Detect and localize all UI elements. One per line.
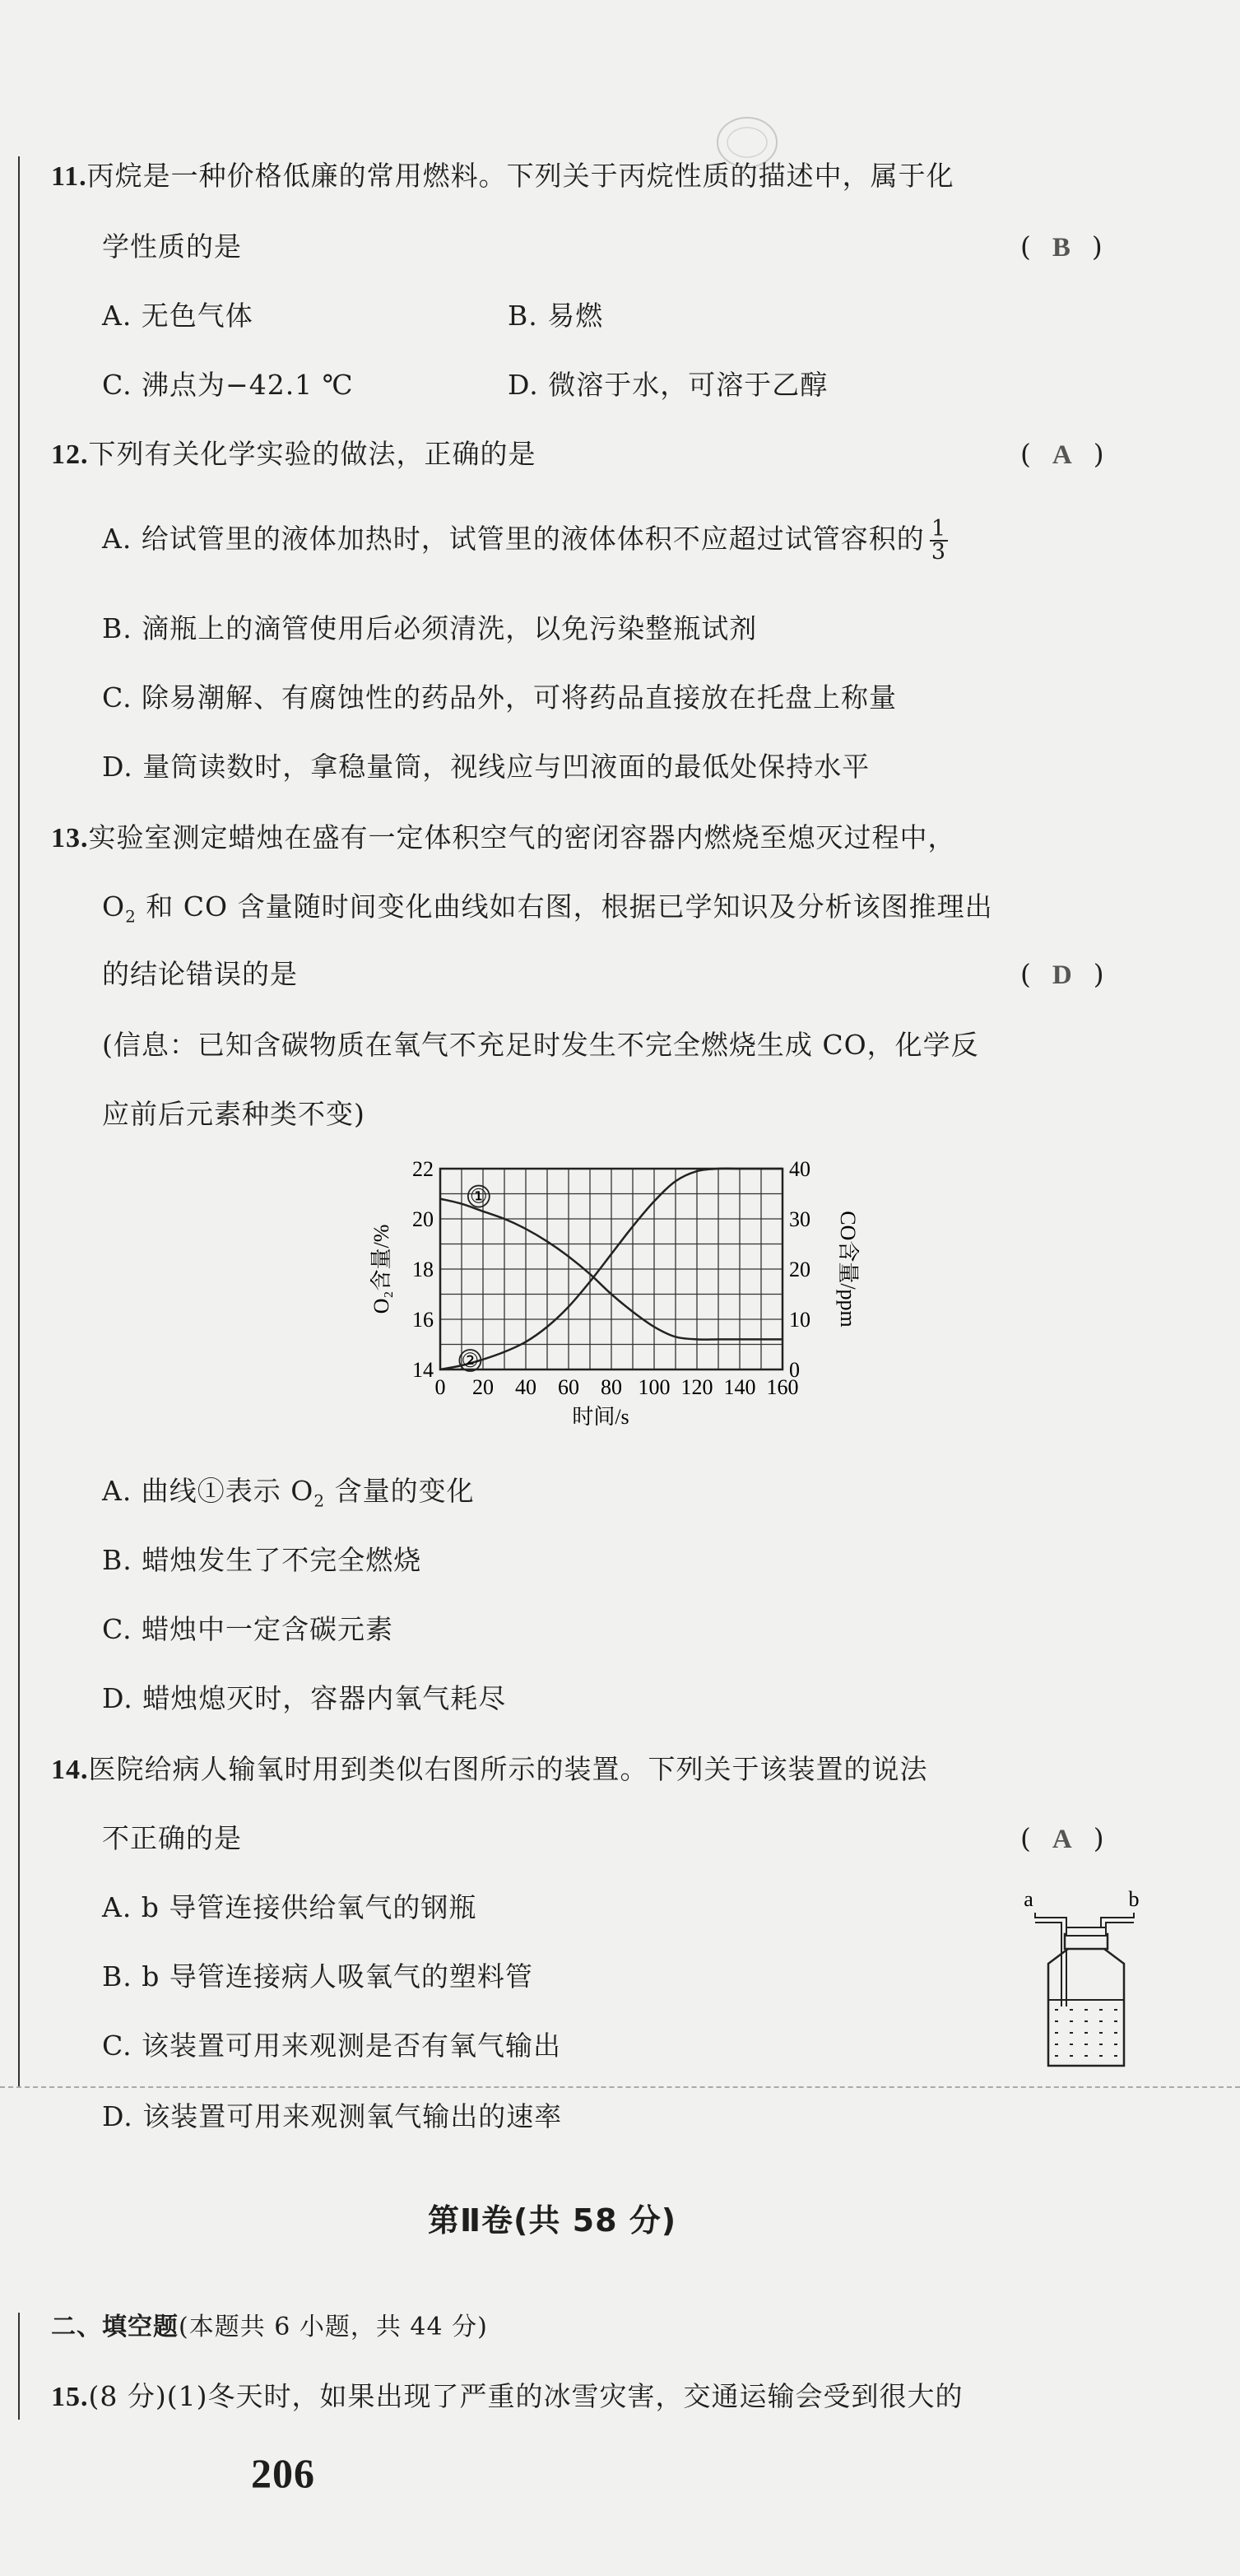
- y-right-tick-label: 40: [789, 1157, 810, 1181]
- gas-washing-bottle-diagram: [1012, 1883, 1152, 2072]
- q14-option-c: C. 该装置可用来观测是否有氧气输出: [102, 2030, 562, 2062]
- q13-option-a: A. 曲线①表示 $O_2$ 含量的变化: [102, 1475, 475, 1511]
- x-tick-label: 60: [558, 1375, 579, 1399]
- tube-b-inner: [1106, 1923, 1134, 1941]
- series-label-2-text: ②: [461, 1351, 480, 1373]
- x-tick-label: 120: [680, 1375, 713, 1399]
- q13-option-d: D. 蜡烛熄灭时，容器内氧气耗尽: [102, 1682, 507, 1714]
- q12-option-a: A. 给试管里的液体加热时，试管里的液体体积不应超过试管容积的 $\frac{1}{3}$: [102, 516, 946, 565]
- page-number: 206: [251, 2450, 315, 2496]
- y-right-axis-label: CO含量/ppm: [836, 1211, 860, 1328]
- page-fold-line: [0, 2086, 1240, 2088]
- q13-option-b: B. 蜡烛发生了不完全燃烧: [102, 1544, 422, 1576]
- part-heading: 二、填空题(本题共 6 小题，共 44 分): [51, 2313, 488, 2341]
- y-right-tick-labels: [789, 1157, 810, 1382]
- q14-number: 14.: [51, 1755, 89, 1785]
- q12-stem: 12.下列有关化学实验的做法，正确的是: [51, 438, 536, 470]
- margin-rule: [18, 156, 20, 2086]
- q11-stem: 11.丙烷是一种价格低廉的常用燃料。下列关于丙烷性质的描述中，属于化: [51, 160, 954, 192]
- q14-option-a: A. b 导管连接供给氧气的钢瓶: [102, 1891, 477, 1923]
- q12-answer: ( A ): [1020, 438, 1104, 470]
- x-tick-label: 20: [472, 1375, 494, 1399]
- y-left-tick-label: 18: [412, 1258, 434, 1281]
- y-left-axis-label: O₂含量/%: [369, 1224, 393, 1314]
- water-level: [1048, 2000, 1124, 2056]
- q11-option-d: D. 微溶于水，可溶于乙醇: [508, 369, 829, 401]
- q11-option-a: A. 无色气体: [102, 300, 253, 332]
- q12-option-b: B. 滴瓶上的滴管使用后必须清洗，以免污染整瓶试剂: [102, 612, 758, 644]
- x-tick-label: 100: [638, 1375, 671, 1399]
- q11-option-c: C. 沸点为−42.1 ℃: [102, 369, 354, 401]
- q13-number: 13.: [51, 823, 89, 853]
- y-right-tick-label: 30: [789, 1207, 810, 1231]
- label-b: b: [1128, 1887, 1140, 1911]
- y-left-tick-label: 20: [412, 1207, 434, 1231]
- x-tick-label: 80: [601, 1375, 622, 1399]
- q13-answer: ( D ): [1020, 958, 1104, 990]
- q11-stem-cont: 学性质的是: [102, 230, 242, 263]
- series-label-1: [468, 1186, 490, 1208]
- stopper: [1066, 1927, 1106, 1936]
- q11-option-b: B. 易燃: [508, 300, 604, 332]
- o2-co-chart: [362, 1152, 872, 1440]
- q13-stem-line3: 的结论错误的是: [102, 958, 298, 990]
- q13-info-line2: 应前后元素种类不变): [102, 1098, 365, 1130]
- x-tick-label: 140: [723, 1375, 756, 1399]
- x-tick-label: 0: [434, 1375, 446, 1399]
- q13-stem-line2: $O_2$ 和 CO 含量随时间变化曲线如右图，根据已学知识及分析该图推理出: [102, 890, 993, 927]
- y-left-tick-labels: [412, 1157, 434, 1382]
- x-tick-label: 160: [766, 1375, 799, 1399]
- q15-stem: 15.(8 分)(1)冬天时，如果出现了严重的冰雪灾害，交通运输会受到很大的: [51, 2380, 964, 2412]
- series-label-1-text: ①: [470, 1186, 488, 1208]
- section-title: 第Ⅱ卷(共 58 分): [428, 2202, 677, 2239]
- q13-stem: 13.实验室测定蜡烛在盛有一定体积空气的密闭容器内燃烧至熄灭过程中，: [51, 821, 956, 853]
- label-a: a: [1024, 1887, 1033, 1911]
- x-axis-label: 时间/s: [572, 1405, 629, 1429]
- q14-answer: ( A ): [1020, 1822, 1104, 1854]
- y-right-tick-label: 10: [789, 1308, 810, 1332]
- q12-number: 12.: [51, 439, 89, 470]
- y-right-tick-label: 0: [789, 1358, 800, 1382]
- q14-stem: 14.医院给病人输氧时用到类似右图所示的装置。下列关于该装置的说法: [51, 1753, 928, 1785]
- q13-info-line1: (信息：已知含碳物质在氧气不充足时发生不完全燃烧生成 CO，化学反: [102, 1029, 979, 1061]
- y-left-tick-label: 22: [412, 1157, 434, 1181]
- bottle-body: [1048, 1949, 1124, 2066]
- x-tick-labels: [435, 1375, 799, 1399]
- q15-number: 15.: [51, 2382, 89, 2412]
- fraction: $\frac{1}{3}$: [931, 516, 946, 565]
- q14-option-d: D. 该装置可用来观测氧气输出的速率: [102, 2100, 563, 2132]
- x-tick-label: 40: [515, 1375, 536, 1399]
- y-right-tick-label: 20: [789, 1258, 810, 1281]
- q12-option-d: D. 量筒读数时，拿稳量筒，视线应与凹液面的最低处保持水平: [102, 751, 871, 783]
- q14-stem-cont: 不正确的是: [102, 1822, 242, 1854]
- q13-option-c: C. 蜡烛中一定含碳元素: [102, 1613, 394, 1645]
- q12-option-c: C. 除易潮解、有腐蚀性的药品外，可将药品直接放在托盘上称量: [102, 681, 898, 714]
- q11-number: 11.: [51, 161, 87, 192]
- margin-rule-lower: [18, 2313, 20, 2420]
- y-left-tick-label: 14: [412, 1358, 434, 1382]
- y-left-tick-label: 16: [412, 1308, 434, 1332]
- q11-answer: ( B ): [1020, 230, 1103, 263]
- series-label-2: [459, 1350, 481, 1372]
- q14-option-b: B. b 导管连接病人吸氧气的塑料管: [102, 1960, 533, 1992]
